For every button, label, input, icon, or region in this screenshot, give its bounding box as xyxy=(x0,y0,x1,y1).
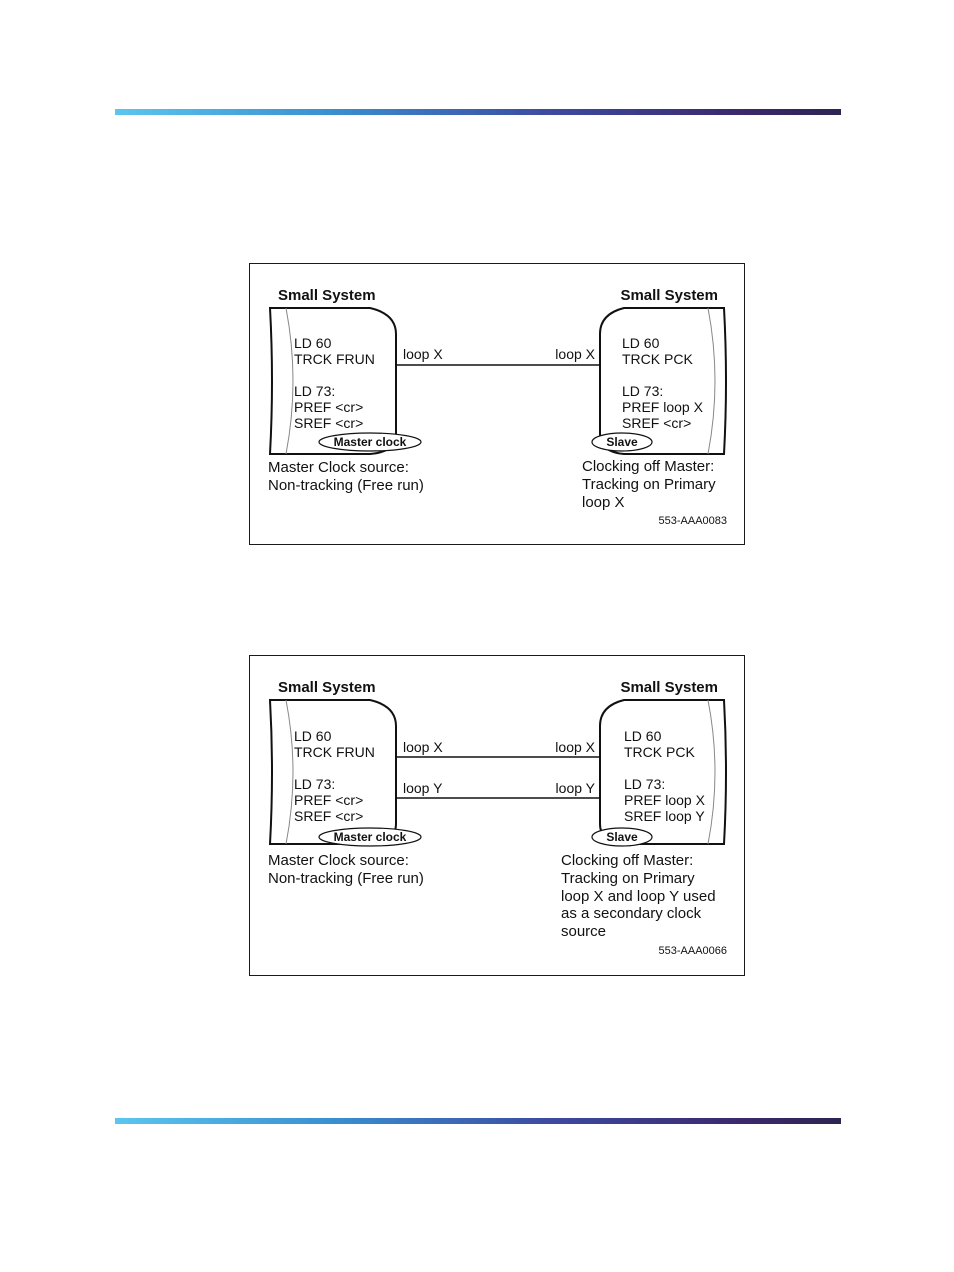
left-config-line: LD 60 xyxy=(294,728,332,744)
link-right-label: loop X xyxy=(555,739,595,755)
right-caption-line: loop X and loop Y used xyxy=(561,888,716,905)
left-config-line: PREF <cr> xyxy=(294,399,364,415)
left-caption-line: Non-tracking (Free run) xyxy=(268,870,424,887)
left-caption-line: Non-tracking (Free run) xyxy=(268,477,424,494)
right-caption-line: loop X xyxy=(582,494,625,511)
left-config-line: LD 60 xyxy=(294,335,332,351)
figure-id: 553-AAA0066 xyxy=(658,945,727,957)
left-caption-line: Master Clock source: xyxy=(268,459,409,476)
left-cabinet-shape xyxy=(270,308,396,454)
right-caption-line: Tracking on Primary xyxy=(561,870,695,887)
right-caption-line: Clocking off Master: xyxy=(582,458,715,475)
header-rule xyxy=(115,109,841,115)
left-system-title: Small System xyxy=(278,679,376,696)
right-caption-line: Clocking off Master: xyxy=(561,852,694,869)
master-clock-badge-label: Master clock xyxy=(333,830,407,844)
left-config-line: SREF <cr> xyxy=(294,808,364,824)
figure-dual-link xyxy=(249,655,745,976)
diagram-dual-link xyxy=(250,656,746,977)
right-config-line: PREF loop X xyxy=(624,792,705,808)
figure-single-link xyxy=(249,263,745,545)
link-left-label: loop X xyxy=(403,346,443,362)
footer-rule xyxy=(115,1118,841,1124)
link-right-label: loop Y xyxy=(555,780,595,796)
right-caption-line: Tracking on Primary xyxy=(582,476,716,493)
right-caption-line: as a secondary clock xyxy=(561,905,702,922)
left-config-line: PREF <cr> xyxy=(294,792,364,808)
left-config-line: TRCK FRUN xyxy=(294,351,375,367)
right-caption-line: source xyxy=(561,923,607,940)
master-clock-badge-label: Master clock xyxy=(333,435,407,449)
left-config-line: SREF <cr> xyxy=(294,415,364,431)
diagram-single-link xyxy=(250,264,746,546)
left-config-line: LD 73: xyxy=(294,383,336,399)
link-left-label: loop Y xyxy=(403,780,443,796)
right-config-line: LD 60 xyxy=(622,335,660,351)
right-config-line: SREF <cr> xyxy=(622,415,692,431)
right-system-title: Small System xyxy=(620,679,718,696)
slave-badge-label: Slave xyxy=(606,830,638,844)
right-config-line: TRCK PCK xyxy=(624,744,695,760)
right-config-line: TRCK PCK xyxy=(622,351,693,367)
left-caption-line: Master Clock source: xyxy=(268,852,409,869)
right-cabinet-shape xyxy=(600,308,726,454)
link-left-label: loop X xyxy=(403,739,443,755)
right-system-title: Small System xyxy=(620,287,718,304)
left-config-line: TRCK FRUN xyxy=(294,744,375,760)
right-config-line: PREF loop X xyxy=(622,399,703,415)
right-config-line: SREF loop Y xyxy=(624,808,705,824)
figure-id: 553-AAA0083 xyxy=(658,515,727,527)
right-config-line: LD 60 xyxy=(624,728,662,744)
left-config-line: LD 73: xyxy=(294,776,336,792)
left-system-title: Small System xyxy=(278,287,376,304)
right-config-line: LD 73: xyxy=(624,776,666,792)
link-right-label: loop X xyxy=(555,346,595,362)
right-config-line: LD 73: xyxy=(622,383,664,399)
slave-badge-label: Slave xyxy=(606,435,638,449)
